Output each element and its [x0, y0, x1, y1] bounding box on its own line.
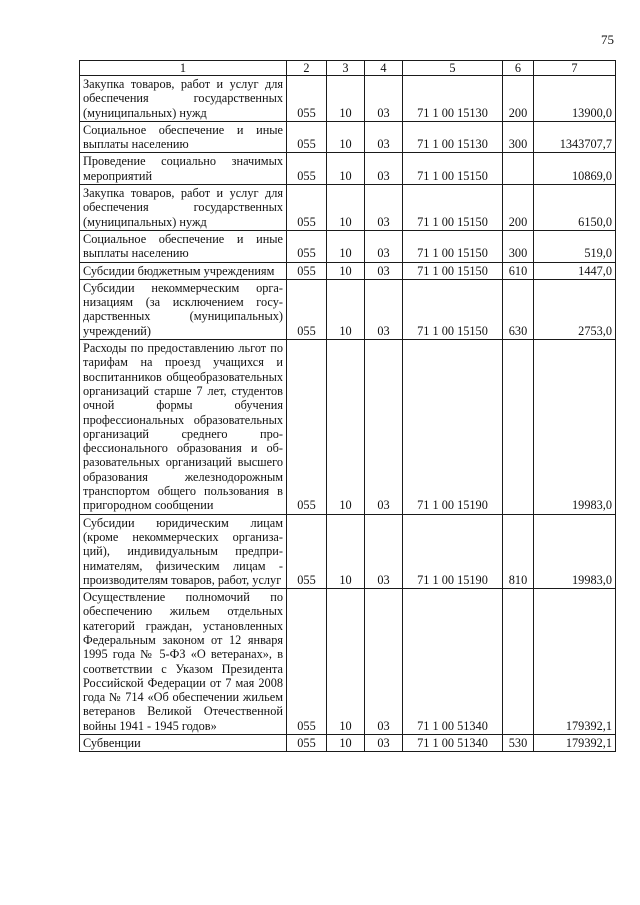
ministry-code: 055 — [287, 340, 327, 515]
ministry-code: 055 — [287, 514, 327, 588]
ministry-code: 055 — [287, 121, 327, 153]
amount: 1447,0 — [534, 262, 616, 279]
target-article-code: 71 1 00 15150 — [403, 230, 503, 262]
expense-name: Закупка товаров, работ и услуг для обеспечения государственных (муниципальных) нужд — [80, 76, 287, 122]
table-row — [80, 279, 616, 339]
column-header: 4 — [365, 61, 403, 76]
expense-name: Социальное обеспечение и иные выплаты населению — [80, 121, 287, 153]
target-article-code: 71 1 00 15190 — [403, 514, 503, 588]
column-header: 3 — [327, 61, 365, 76]
expense-name: Социальное обеспечение и иные выплаты населению — [80, 230, 287, 262]
subsection-code: 03 — [365, 230, 403, 262]
amount: 1343707,7 — [534, 121, 616, 153]
table-row — [80, 121, 616, 153]
subsection-code: 03 — [365, 121, 403, 153]
amount: 10869,0 — [534, 153, 616, 185]
column-header: 7 — [534, 61, 616, 76]
expense-type-code: 200 — [503, 76, 534, 122]
expense-type-code: 630 — [503, 279, 534, 339]
expense-name: Осуществление полномочий по обеспечению жильем отдельных категорий граждан, установленных Федеральным законом от 12 января 1995 года № 5-ФЗ «О ветеранах», в соответствии с Указом Президента Российской Федерации от 7 мая 2008 года № 714 «Об обеспечении жильем ветеранов Великой Отечественной войны 1941 - 1945 годов» — [80, 589, 287, 735]
ministry-code: 055 — [287, 589, 327, 735]
target-article-code: 71 1 00 15150 — [403, 262, 503, 279]
budget-table — [79, 60, 616, 752]
expense-name: Субсидии некоммерческим организациям (за исключением государственных (муниципальных) учреждений) — [80, 279, 287, 339]
table-header-row — [80, 61, 616, 76]
section-code: 10 — [327, 262, 365, 279]
amount: 179392,1 — [534, 735, 616, 752]
subsection-code: 03 — [365, 340, 403, 515]
target-article-code: 71 1 00 15130 — [403, 76, 503, 122]
column-header: 6 — [503, 61, 534, 76]
amount: 6150,0 — [534, 185, 616, 231]
expense-type-code — [503, 153, 534, 185]
expense-name: Расходы по предоставлению льгот по тарифам на проезд учащихся и воспитанников общеобразовательных организаций старше 7 лет, студентов очной формы обучения профессиональных образовательных организаций среднего профессионального образования и образовательных организаций высшего образования железнодорожным транспортом общего пользования в пригородном сообщении — [80, 340, 287, 515]
ministry-code: 055 — [287, 262, 327, 279]
expense-name: Субвенции — [80, 735, 287, 752]
amount: 2753,0 — [534, 279, 616, 339]
table-row — [80, 262, 616, 279]
amount: 13900,0 — [534, 76, 616, 122]
amount: 19983,0 — [534, 340, 616, 515]
amount: 179392,1 — [534, 589, 616, 735]
section-code: 10 — [327, 230, 365, 262]
expense-name: Субсидии бюджетным учреждениям — [80, 262, 287, 279]
section-code: 10 — [327, 340, 365, 515]
column-header: 2 — [287, 61, 327, 76]
subsection-code: 03 — [365, 185, 403, 231]
table-row — [80, 76, 616, 122]
ministry-code: 055 — [287, 735, 327, 752]
expense-name: Субсидии юридическим лицам (кроме некоммерческих организаций), индивидуальным предпринимателям, физическим лицам - производителям товаров, работ, услуг — [80, 514, 287, 588]
table-row — [80, 735, 616, 752]
ministry-code: 055 — [287, 76, 327, 122]
expense-type-code: 200 — [503, 185, 534, 231]
subsection-code: 03 — [365, 279, 403, 339]
ministry-code: 055 — [287, 279, 327, 339]
subsection-code: 03 — [365, 735, 403, 752]
table-row — [80, 514, 616, 588]
table-row — [80, 185, 616, 231]
ministry-code: 055 — [287, 153, 327, 185]
subsection-code: 03 — [365, 76, 403, 122]
expense-type-code: 300 — [503, 121, 534, 153]
column-header: 5 — [403, 61, 503, 76]
ministry-code: 055 — [287, 185, 327, 231]
amount: 519,0 — [534, 230, 616, 262]
section-code: 10 — [327, 735, 365, 752]
section-code: 10 — [327, 279, 365, 339]
column-header: 1 — [80, 61, 287, 76]
target-article-code: 71 1 00 15150 — [403, 185, 503, 231]
subsection-code: 03 — [365, 514, 403, 588]
section-code: 10 — [327, 185, 365, 231]
ministry-code: 055 — [287, 230, 327, 262]
section-code: 10 — [327, 589, 365, 735]
expense-type-code: 530 — [503, 735, 534, 752]
target-article-code: 71 1 00 51340 — [403, 589, 503, 735]
section-code: 10 — [327, 153, 365, 185]
expense-type-code — [503, 589, 534, 735]
expense-type-code: 810 — [503, 514, 534, 588]
target-article-code: 71 1 00 15130 — [403, 121, 503, 153]
table-row — [80, 153, 616, 185]
target-article-code: 71 1 00 15190 — [403, 340, 503, 515]
target-article-code: 71 1 00 15150 — [403, 153, 503, 185]
section-code: 10 — [327, 514, 365, 588]
page-number: 75 — [601, 32, 614, 47]
expense-type-code — [503, 340, 534, 515]
subsection-code: 03 — [365, 153, 403, 185]
section-code: 10 — [327, 121, 365, 153]
amount: 19983,0 — [534, 514, 616, 588]
expense-name: Закупка товаров, работ и услуг для обеспечения государственных (муниципальных) нужд — [80, 185, 287, 231]
table-row — [80, 230, 616, 262]
expense-type-code: 610 — [503, 262, 534, 279]
target-article-code: 71 1 00 15150 — [403, 279, 503, 339]
expense-type-code: 300 — [503, 230, 534, 262]
table-row — [80, 589, 616, 735]
table-row — [80, 340, 616, 515]
subsection-code: 03 — [365, 262, 403, 279]
section-code: 10 — [327, 76, 365, 122]
target-article-code: 71 1 00 51340 — [403, 735, 503, 752]
expense-name: Проведение социально значимых мероприятий — [80, 153, 287, 185]
subsection-code: 03 — [365, 589, 403, 735]
